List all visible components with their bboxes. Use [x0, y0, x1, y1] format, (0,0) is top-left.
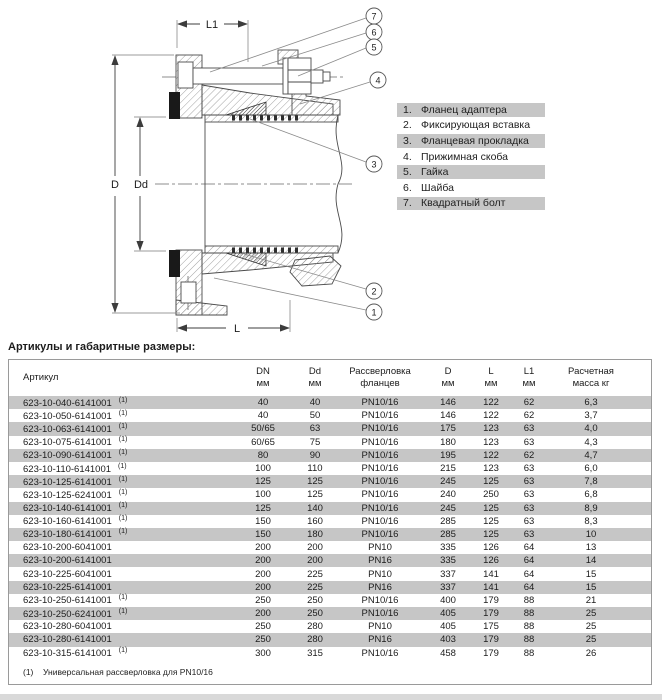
column-header	[9, 372, 235, 384]
footnote-ref: (1)	[118, 594, 128, 602]
column-header	[235, 366, 291, 390]
value-cell-l1: 63	[523, 502, 535, 514]
bolt-hole	[181, 282, 196, 303]
dim-label-l: L	[233, 323, 241, 335]
article-cell: 623-10-200-6141001	[23, 555, 112, 567]
footnote-ref: (1)	[118, 462, 127, 470]
table-row	[9, 515, 651, 528]
legend-item-label: Гайка	[421, 166, 449, 179]
footnote-ref: (1)	[118, 502, 128, 510]
value-cell-d: 175	[440, 423, 456, 435]
value-cell-dn: 200	[255, 581, 271, 593]
value-cell-mass: 15	[585, 568, 597, 580]
value-cell-l1: 63	[523, 436, 535, 448]
value-cell-dd: 200	[307, 542, 323, 554]
parts-legend	[397, 103, 545, 212]
article-cell: 623-10-225-6041001	[23, 568, 112, 580]
value-cell-dn: 125	[255, 502, 271, 514]
value-cell-mass: 3,7	[584, 410, 598, 422]
dimensions-table	[8, 359, 652, 685]
column-label: Dd	[308, 366, 322, 377]
legend-item-number: 4.	[403, 150, 412, 163]
value-cell-pn: PN10/16	[361, 608, 399, 620]
table-row	[9, 581, 651, 594]
value-cell-dd: 280	[307, 634, 323, 646]
value-cell-l: 125	[483, 502, 499, 514]
table-row	[9, 449, 651, 462]
value-cell-pn: PN10/16	[361, 502, 399, 514]
value-cell-mass: 6,3	[584, 397, 598, 409]
value-cell-dd: 160	[307, 515, 323, 527]
value-cell-dn: 100	[255, 463, 271, 475]
bolt-tip	[323, 72, 330, 81]
column-unit: фланцев	[360, 378, 400, 389]
flange-adapter-drawing	[0, 0, 662, 345]
value-cell-dd: 180	[307, 528, 323, 540]
value-cell-d: 195	[440, 449, 456, 461]
value-cell-dn: 125	[255, 476, 271, 488]
column-label: Рассверловка	[349, 366, 411, 377]
value-cell-l: 122	[483, 449, 499, 461]
value-cell-mass: 4,3	[584, 436, 598, 448]
value-cell-mass: 13	[585, 542, 597, 554]
value-cell-dd: 75	[309, 436, 321, 448]
column-label: Расчетная	[568, 366, 614, 377]
value-cell-l: 175	[483, 621, 499, 633]
table-row	[9, 647, 651, 660]
footnote-ref: (1)	[118, 607, 128, 615]
page-bottom-divider	[0, 694, 662, 700]
callout-7	[366, 8, 382, 24]
value-cell-dd: 280	[307, 621, 323, 633]
article-cell: 623-10-160-6141001 $^{(1)}$	[23, 515, 128, 528]
article-cell: 623-10-180-6141001 $^{(1)}$	[23, 528, 128, 541]
column-unit: мм	[308, 378, 322, 389]
value-cell-dd: 40	[309, 397, 321, 409]
value-cell-l1: 88	[523, 634, 535, 646]
value-cell-dd: 110	[307, 463, 323, 475]
legend-item-number: 3.	[403, 134, 412, 147]
callout-6	[366, 24, 382, 40]
callout-3-num: 3	[371, 159, 377, 170]
value-cell-mass: 7,8	[584, 476, 598, 488]
dimension-labels	[111, 19, 240, 335]
square-bolt-head	[178, 62, 193, 88]
value-cell-d: 146	[440, 397, 456, 409]
column-header	[551, 366, 631, 390]
value-cell-mass: 25	[585, 621, 597, 633]
value-cell-l1: 63	[523, 463, 535, 475]
value-cell-d: 403	[440, 634, 456, 646]
callout-5-num: 5	[371, 42, 377, 53]
value-cell-l1: 63	[523, 476, 535, 488]
value-cell-l: 123	[483, 436, 499, 448]
callout-6-num: 6	[371, 27, 377, 38]
table-row	[9, 541, 651, 554]
value-cell-mass: 6,0	[584, 463, 598, 475]
table-row	[9, 567, 651, 580]
value-cell-l1: 64	[523, 568, 535, 580]
column-label: L	[488, 366, 494, 377]
article-cell: 623-10-110-6141001 $^{(1)}$	[23, 462, 127, 475]
value-cell-l: 126	[483, 555, 499, 567]
value-cell-d: 245	[440, 476, 456, 488]
table-row	[9, 594, 651, 607]
footnote-ref: (1)	[118, 475, 128, 483]
footnote-ref: (1)	[118, 449, 128, 457]
article-cell: 623-10-225-6141001	[23, 581, 112, 593]
footnote-ref: (1)	[118, 396, 128, 404]
value-cell-dn: 200	[255, 568, 271, 580]
value-cell-dn: 250	[255, 594, 271, 606]
value-cell-dd: 140	[307, 502, 323, 514]
table-row	[9, 633, 651, 646]
value-cell-dn: 150	[255, 528, 271, 540]
value-cell-dd: 250	[307, 608, 323, 620]
value-cell-l: 179	[483, 647, 499, 659]
value-cell-pn: PN10/16	[361, 515, 399, 527]
value-cell-mass: 14	[585, 555, 597, 567]
value-cell-d: 337	[440, 581, 456, 593]
dim-label-dd: Dd	[133, 179, 149, 191]
value-cell-dd: 125	[307, 476, 323, 488]
value-cell-dd: 315	[307, 647, 323, 659]
value-cell-pn: PN10	[368, 621, 392, 633]
value-cell-l1: 64	[523, 581, 535, 593]
value-cell-l: 141	[483, 581, 499, 593]
table-row	[9, 488, 651, 501]
article-cell: 623-10-200-6041001	[23, 542, 112, 554]
value-cell-d: 245	[440, 502, 456, 514]
article-cell: 623-10-075-6141001 $^{(1)}$	[23, 436, 128, 449]
legend-item	[397, 103, 545, 117]
column-label: Артикул	[23, 372, 59, 383]
value-cell-l1: 64	[523, 542, 535, 554]
article-cell: 623-10-250-6241001 $^{(1)}$	[23, 607, 128, 620]
callout-2-num: 2	[371, 286, 377, 297]
value-cell-d: 285	[440, 515, 456, 527]
article-cell: 623-10-140-6141001 $^{(1)}$	[23, 502, 128, 515]
value-cell-pn: PN10/16	[361, 476, 399, 488]
table-row	[9, 409, 651, 422]
article-cell: 623-10-280-6041001	[23, 621, 112, 633]
column-label: L1	[523, 366, 535, 377]
value-cell-pn: PN16	[368, 634, 392, 646]
face-gasket	[169, 92, 180, 277]
value-cell-l1: 63	[523, 515, 535, 527]
callout-5	[366, 39, 382, 55]
value-cell-l1: 63	[523, 489, 535, 501]
value-cell-mass: 25	[585, 608, 597, 620]
value-cell-dd: 225	[307, 568, 323, 580]
value-cell-l: 123	[483, 423, 499, 435]
value-cell-d: 405	[440, 621, 456, 633]
value-cell-l1: 88	[523, 647, 535, 659]
table-row	[9, 462, 651, 475]
value-cell-l1: 62	[523, 449, 535, 461]
value-cell-l: 179	[483, 594, 499, 606]
value-cell-pn: PN10/16	[361, 647, 399, 659]
callouts	[366, 8, 386, 320]
footnote-ref: (1)	[118, 528, 128, 536]
value-cell-mass: 26	[585, 647, 597, 659]
legend-item-number: 1.	[403, 103, 412, 116]
value-cell-pn: PN10/16	[361, 423, 399, 435]
footnote-ref: (1)	[118, 422, 128, 430]
legend-item	[397, 150, 545, 164]
table-row	[9, 620, 651, 633]
value-cell-dn: 40	[257, 397, 269, 409]
legend-item-number: 2.	[403, 119, 412, 132]
value-cell-l1: 88	[523, 621, 535, 633]
table-title: Артикулы и габаритные размеры:	[8, 341, 196, 353]
bolt-thread	[311, 70, 323, 83]
callout-4	[370, 72, 386, 88]
value-cell-mass: 8,9	[584, 502, 598, 514]
value-cell-dn: 60/65	[251, 436, 275, 448]
callout-7-num: 7	[371, 11, 377, 22]
value-cell-pn: PN10/16	[361, 463, 399, 475]
value-cell-dd: 50	[309, 410, 321, 422]
value-cell-mass: 4,7	[584, 449, 598, 461]
table-row	[9, 554, 651, 567]
article-cell: 623-10-280-6141001	[23, 634, 112, 646]
value-cell-mass: 6,8	[584, 489, 598, 501]
value-cell-pn: PN10/16	[361, 449, 399, 461]
footnote-ref: (1)	[118, 515, 128, 523]
value-cell-l1: 64	[523, 555, 535, 567]
value-cell-l: 125	[483, 528, 499, 540]
value-cell-l1: 63	[523, 528, 535, 540]
value-cell-d: 458	[440, 647, 456, 659]
legend-item-number: 5.	[403, 166, 412, 179]
value-cell-pn: PN10/16	[361, 594, 399, 606]
callout-4-num: 4	[375, 75, 381, 86]
callout-2	[366, 283, 382, 299]
value-cell-pn: PN10/16	[361, 436, 399, 448]
value-cell-d: 240	[440, 489, 456, 501]
table-row	[9, 422, 651, 435]
value-cell-d: 337	[440, 568, 456, 580]
article-cell: 623-10-250-6141001 $^{(1)}$	[23, 594, 128, 607]
value-cell-l1: 88	[523, 594, 535, 606]
legend-item	[397, 134, 545, 148]
value-cell-pn: PN16	[368, 581, 392, 593]
legend-item	[397, 181, 545, 195]
value-cell-dd: 200	[307, 555, 323, 567]
value-cell-d: 215	[440, 463, 456, 475]
article-cell: 623-10-050-6141001 $^{(1)}$	[23, 409, 128, 422]
table-body	[9, 396, 651, 660]
table-row	[9, 502, 651, 515]
value-cell-pn: PN10/16	[361, 397, 399, 409]
value-cell-dn: 200	[255, 608, 271, 620]
column-unit: масса кг	[572, 378, 610, 389]
value-cell-l1: 63	[523, 423, 535, 435]
value-cell-dn: 200	[255, 555, 271, 567]
value-cell-l: 179	[483, 634, 499, 646]
value-cell-dn: 250	[255, 621, 271, 633]
value-cell-dn: 80	[257, 449, 269, 461]
article-cell: 623-10-125-6241001 $^{(1)}$	[23, 488, 128, 501]
value-cell-pn: PN10/16	[361, 410, 399, 422]
footnote-ref: (1)	[118, 647, 128, 655]
value-cell-d: 146	[440, 410, 456, 422]
table-footnote	[9, 660, 651, 684]
value-cell-pn: PN10	[368, 568, 392, 580]
legend-item-label: Фланец адаптера	[421, 103, 507, 116]
column-header	[421, 366, 475, 390]
article-cell: 623-10-040-6141001 $^{(1)}$	[23, 396, 128, 409]
value-cell-mass: 25	[585, 634, 597, 646]
article-cell: 623-10-315-6141001 $^{(1)}$	[23, 647, 128, 660]
value-cell-mass: 10	[585, 528, 597, 540]
value-cell-d: 405	[440, 608, 456, 620]
value-cell-mass: 21	[585, 594, 597, 606]
value-cell-d: 335	[440, 555, 456, 567]
value-cell-l: 122	[483, 410, 499, 422]
value-cell-dn: 250	[255, 634, 271, 646]
footnote-ref: (1)	[118, 409, 128, 417]
table-row	[9, 436, 651, 449]
callout-3	[366, 156, 382, 172]
article-cell: 623-10-125-6141001 $^{(1)}$	[23, 475, 128, 488]
legend-item-label: Прижимная скоба	[421, 150, 509, 163]
column-unit: мм	[522, 378, 536, 389]
value-cell-dn: 50/65	[251, 423, 275, 435]
value-cell-dd: 125	[307, 489, 323, 501]
value-cell-dd: 225	[307, 581, 323, 593]
footnote-marker: (1)	[23, 666, 34, 677]
legend-item	[397, 197, 545, 211]
value-cell-l: 179	[483, 608, 499, 620]
value-cell-dn: 150	[255, 515, 271, 527]
column-label: D	[444, 366, 452, 377]
value-cell-d: 400	[440, 594, 456, 606]
table-row	[9, 475, 651, 488]
value-cell-d: 335	[440, 542, 456, 554]
value-cell-dd: 63	[309, 423, 321, 435]
value-cell-pn: PN10/16	[361, 489, 399, 501]
value-cell-pn: PN16	[368, 555, 392, 567]
value-cell-mass: 15	[585, 581, 597, 593]
footnote-text: Универсальная рассверловка для PN10/16	[43, 666, 213, 677]
callout-1	[366, 304, 382, 320]
column-header	[339, 366, 421, 390]
legend-item-label: Фиксирующая вставка	[421, 119, 531, 132]
value-cell-mass: 4,0	[584, 423, 598, 435]
legend-item-label: Квадратный болт	[421, 197, 506, 210]
dim-label-l1: L1	[205, 19, 219, 31]
value-cell-dn: 40	[257, 410, 269, 422]
column-label: DN	[256, 366, 270, 377]
dim-label-d: D	[111, 179, 119, 191]
nut	[288, 58, 311, 94]
value-cell-d: 285	[440, 528, 456, 540]
article-cell: 623-10-090-6141001 $^{(1)}$	[23, 449, 128, 462]
value-cell-d: 180	[440, 436, 456, 448]
column-header	[475, 366, 507, 390]
bolt-shaft	[193, 68, 283, 84]
legend-item-number: 7.	[403, 197, 412, 210]
legend-item	[397, 119, 545, 133]
legend-item	[397, 165, 545, 179]
value-cell-mass: 8,3	[584, 515, 598, 527]
table-row	[9, 607, 651, 620]
legend-item-label: Шайба	[421, 181, 454, 194]
legend-item-number: 6.	[403, 181, 412, 194]
value-cell-l: 250	[483, 489, 499, 501]
column-unit: мм	[256, 378, 270, 389]
value-cell-l: 123	[483, 463, 499, 475]
article-cell: 623-10-063-6141001 $^{(1)}$	[23, 422, 128, 435]
footnote-ref: (1)	[118, 488, 128, 496]
legend-item-label: Фланцевая прокладка	[421, 134, 529, 147]
table-row	[9, 528, 651, 541]
value-cell-dn: 300	[255, 647, 271, 659]
table-header	[9, 360, 651, 396]
value-cell-l: 141	[483, 568, 499, 580]
value-cell-dn: 100	[255, 489, 271, 501]
value-cell-pn: PN10/16	[361, 528, 399, 540]
washer	[283, 58, 288, 94]
table-row	[9, 396, 651, 409]
value-cell-l1: 62	[523, 397, 535, 409]
value-cell-l: 125	[483, 515, 499, 527]
column-unit: мм	[484, 378, 498, 389]
value-cell-l1: 88	[523, 608, 535, 620]
callout-1-num: 1	[371, 307, 377, 318]
value-cell-l: 122	[483, 397, 499, 409]
value-cell-l: 126	[483, 542, 499, 554]
value-cell-dn: 200	[255, 542, 271, 554]
column-header	[507, 366, 551, 390]
column-header	[291, 366, 339, 390]
column-unit: мм	[441, 378, 455, 389]
value-cell-l: 125	[483, 476, 499, 488]
value-cell-dd: 90	[309, 449, 321, 461]
value-cell-pn: PN10	[368, 542, 392, 554]
footnote-ref: (1)	[118, 436, 128, 444]
value-cell-l1: 62	[523, 410, 535, 422]
value-cell-dd: 250	[307, 594, 323, 606]
